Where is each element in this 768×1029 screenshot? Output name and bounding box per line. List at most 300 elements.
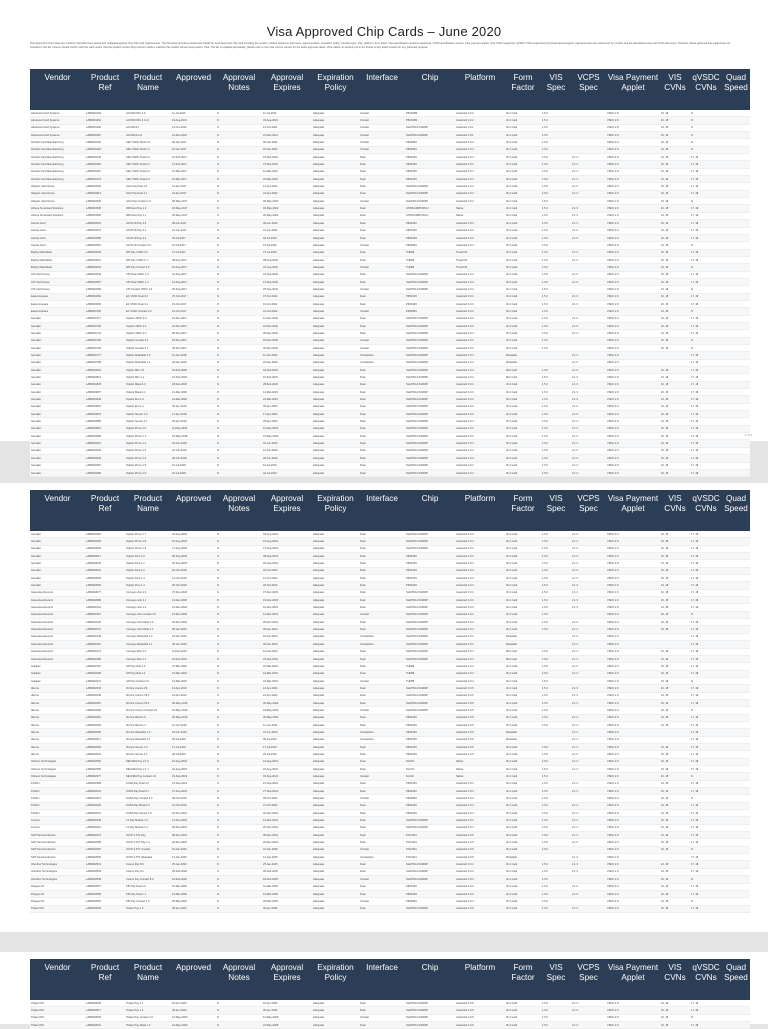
table-cell: 2.1.3 (571, 692, 606, 699)
table-cell: JavaCard 3.0.5 (455, 692, 505, 699)
table-cell (722, 1007, 750, 1014)
table-cell: 2.1.3 (571, 315, 606, 322)
table-cell: N (216, 802, 262, 809)
table-cell: P60D081 (405, 139, 455, 146)
table-cell: 10, 18 (660, 883, 690, 890)
table-cell: Gemalto (30, 381, 85, 388)
table-cell: N (216, 220, 262, 227)
table-cell (722, 670, 750, 677)
table-cell: LAB0001921 (85, 440, 125, 447)
table-cell: 20-Aug-2022 (262, 264, 312, 271)
table-cell: 1.5.0 (541, 553, 571, 560)
table-cell: 10, 18 (660, 447, 690, 454)
table-cell: JavaCard 3.0.4 (455, 154, 505, 161)
table-cell (722, 854, 750, 861)
table-cell: 1.5.0 (541, 418, 571, 425)
table-cell: Linxens (30, 824, 85, 831)
table-cell: 17, 18 (690, 758, 722, 765)
table-cell: Advanced Card Systems (30, 117, 85, 124)
table-row (30, 212, 750, 219)
table-cell: ID-1 Card (505, 626, 541, 633)
table-cell: Optelio Contact 2.1 (125, 345, 171, 352)
table-cell: 17, 18 (690, 367, 722, 374)
table-cell: VSDC 2.9 (606, 766, 660, 773)
table-cell: N (216, 367, 262, 374)
table-cell (722, 699, 750, 706)
table-cell: 1.5.0 (541, 685, 571, 692)
column-header: Product Ref (85, 959, 125, 1000)
table-cell: JCOP 4 P71 Pay (125, 832, 171, 839)
table-row (30, 766, 750, 773)
table-cell: LAB0002077 (85, 589, 125, 596)
column-header: Product Name (125, 959, 171, 1000)
table-cell: LAB0002041 (85, 567, 125, 574)
table-cell: 10, 18 (660, 1022, 690, 1029)
table-row (30, 677, 750, 684)
table-cell: VSDC 2.9 (606, 242, 660, 249)
table-cell: Optelio Mini 1.0 (125, 367, 171, 374)
table-cell: 10, 18 (660, 110, 690, 117)
table-cell: Adequate (312, 403, 359, 410)
table-cell: N (690, 242, 722, 249)
table-cell: LAB0002065 (85, 582, 125, 589)
table-cell: 06-Apr-2025 (262, 905, 312, 912)
table-cell: 18-May-2024 (262, 707, 312, 714)
table-cell: Idemia (30, 707, 85, 714)
table-cell: ID-One Cosmo V9 (125, 685, 171, 692)
table-cell: ID-1 Card (505, 447, 541, 454)
table-cell: 2.1.3 (571, 751, 606, 758)
table-cell: VSDC 2.9 (606, 359, 660, 366)
table-cell: 29-Jul-2019 (171, 751, 216, 758)
table-cell: Dual (359, 663, 405, 670)
table-cell: 02-Nov-2024 (262, 810, 312, 817)
table-cell: 17, 18 (690, 626, 722, 633)
table-cell: 15-Feb-2017 (171, 154, 216, 161)
table-cell: 18-May-2017 (171, 205, 216, 212)
table-cell: 10, 18 (660, 308, 690, 315)
table-cell: LAB0001765 (85, 345, 125, 352)
table-cell: Dual (359, 455, 405, 462)
table-row (30, 582, 750, 589)
table-cell: Gemalto (30, 469, 85, 476)
table-cell: Contactless (359, 633, 405, 640)
table-cell: 20-Sep-2023 (262, 560, 312, 567)
table-cell: N (216, 582, 262, 589)
table-cell: ID-1 Card (505, 117, 541, 124)
table-cell: 17, 18 (690, 751, 722, 758)
table-cell: 1.5.0 (541, 227, 571, 234)
table-cell: Aeroflot Card Manufacturing (30, 139, 85, 146)
column-header: VIS CVNs (660, 959, 690, 1000)
table-cell: ID-1 Card (505, 545, 541, 552)
table-cell: 10, 18 (660, 300, 690, 307)
table-cell: 06-May-2019 (171, 699, 216, 706)
table-cell: 10, 18 (660, 597, 690, 604)
table-cell: Adequate (312, 641, 359, 648)
table-cell: JavaCard 3.0.4 (455, 220, 505, 227)
table-cell: Adequate (312, 337, 359, 344)
table-cell: Adequate (312, 626, 359, 633)
table-cell: 1.5.0 (541, 611, 571, 618)
table-cell: ACOS ID Pay 3.2 (125, 234, 171, 241)
table-cell: 2.1.3 (571, 648, 606, 655)
table-cell: 27-Sep-2024 (262, 788, 312, 795)
table-cell: JavaCard 3.0.4 (455, 553, 505, 560)
table-cell: 1.5.0 (541, 589, 571, 596)
table-cell: 10, 18 (660, 780, 690, 787)
table-cell: Giesecke+Devrient (30, 619, 85, 626)
table-cell: N (690, 876, 722, 883)
table-cell: Adequate (312, 619, 359, 626)
table-cell: 12-Nov-2017 (171, 315, 216, 322)
table-cell (722, 766, 750, 773)
table-cell: 10, 18 (660, 117, 690, 124)
table-cell: VSDC 2.9 (606, 854, 660, 861)
table-cell: ID-1 Card (505, 692, 541, 699)
table-cell: Dual (359, 271, 405, 278)
table-cell: 18-Jan-2024 (262, 633, 312, 640)
table-cell: SLE78CLFX4000P (405, 824, 455, 831)
table-cell: Optelio Prime 1.4 (125, 455, 171, 462)
table-cell: Dual (359, 538, 405, 545)
table-cell: ID-One Sensor 1.0 (125, 743, 171, 750)
table-cell: 30-May-2024 (262, 714, 312, 721)
table-cell: 31-Mar-2019 (171, 677, 216, 684)
column-header: Form Factor (505, 69, 541, 110)
column-header: Expiration Policy (312, 959, 359, 1000)
table-cell: Optelio Wearable 1.1 (125, 359, 171, 366)
table-cell: 10, 18 (660, 433, 690, 440)
table-cell (660, 641, 690, 648)
table-cell: Linxens (30, 817, 85, 824)
table-cell: N (690, 677, 722, 684)
table-cell: 04-Feb-2023 (262, 367, 312, 374)
table-cell: 2.1.3 (571, 743, 606, 750)
column-header: Quad Speed (722, 490, 750, 531)
column-header: Expiration Policy (312, 490, 359, 531)
table-cell: Paragon ID (30, 883, 85, 890)
table-row (30, 648, 750, 655)
table-cell: N (216, 736, 262, 743)
table-cell: ACOS6 DSC 2.0 v2 (125, 117, 171, 124)
column-header: qVSDC CVNs (690, 490, 722, 531)
table-cell: JavaCard 3.0.1 (455, 124, 505, 131)
table-cell: JavaCard 3.0.1 (455, 132, 505, 139)
table-cell: SLE78CLFX4000P (405, 531, 455, 538)
table-cell: JavaCard 3.0.5 (455, 1022, 505, 1029)
table-cell (722, 648, 750, 655)
table-cell: 1.5.0 (541, 271, 571, 278)
table-cell: 15-Aug-2018 (171, 538, 216, 545)
table-cell (722, 597, 750, 604)
table-cell: 12-Nov-2022 (262, 315, 312, 322)
approved-cards-table (30, 959, 750, 1029)
table-cell (722, 890, 750, 897)
table-cell: 14-Oct-2016 (171, 124, 216, 131)
table-row (30, 810, 750, 817)
table-cell: Adequate (312, 205, 359, 212)
column-header: Approval Notes (216, 69, 262, 110)
table-cell: 28-Feb-2018 (171, 381, 216, 388)
table-cell: Adequate (312, 670, 359, 677)
table-cell: IDProtect Pay 1.1 (125, 212, 171, 219)
table-cell (722, 802, 750, 809)
table-cell: ACOS6 DSC 2.0 (125, 110, 171, 117)
table-cell: ID-1 Card (505, 425, 541, 432)
table-cell: N (216, 641, 262, 648)
table-cell: 10-Jul-2018 (171, 462, 216, 469)
table-cell: 2.1.3 (571, 802, 606, 809)
table-cell (571, 139, 606, 146)
table-cell: LAB0002005 (85, 545, 125, 552)
table-cell: 14-Nov-2024 (262, 817, 312, 824)
table-cell: 2.1.3 (571, 359, 606, 366)
table-row (30, 198, 750, 205)
column-header: Visa Payment Applet (606, 959, 660, 1000)
table-cell: SLC32 (405, 766, 455, 773)
table-cell: 17, 18 (690, 1022, 722, 1029)
table-cell: ID-1 Card (505, 190, 541, 197)
table-cell: N (216, 1014, 262, 1021)
table-cell: Contactless (359, 359, 405, 366)
table-cell: Optelio Pure 1.4 (125, 582, 171, 589)
table-cell: VSDC 2.9 (606, 597, 660, 604)
table-cell: ID-One Cosmo V9.1 (125, 692, 171, 699)
table-cell: Infineon Technologies (30, 766, 85, 773)
table-cell: ID-1 Card (505, 234, 541, 241)
table-cell: 24-Apr-2017 (171, 190, 216, 197)
table-cell: 10, 18 (660, 154, 690, 161)
table-cell: 2.1.3 (571, 560, 606, 567)
table-cell (722, 205, 750, 212)
table-cell: 10, 18 (660, 139, 690, 146)
table-row (30, 1014, 750, 1021)
table-cell: 17, 18 (690, 766, 722, 773)
table-cell: VSDC 2.8 (606, 110, 660, 117)
table-cell: 17, 18 (690, 861, 722, 868)
table-cell: JavaCard 3.0.4 (455, 352, 505, 359)
table-cell: P60D145 (405, 883, 455, 890)
table-cell: 06-Feb-2020 (171, 868, 216, 875)
table-cell: 1.5.0 (541, 861, 571, 868)
table-cell: JavaCard 3.0.4 (455, 330, 505, 337)
table-cell: N (690, 345, 722, 352)
table-cell: 06-Dec-2017 (171, 330, 216, 337)
table-cell: 10, 18 (660, 824, 690, 831)
table-cell: Contact (359, 795, 405, 802)
table-cell: Dual (359, 817, 405, 824)
table-cell: Contact (359, 308, 405, 315)
table-cell: Idemia (30, 736, 85, 743)
table-cell: VSDC 2.9 (606, 168, 660, 175)
table-cell: Adequate (312, 227, 359, 234)
table-cell: P60D081 (405, 242, 455, 249)
table-cell: 28-Jun-2023 (262, 455, 312, 462)
table-cell: JavaCard 3.0.5 (455, 714, 505, 721)
table-cell: Allegion Card Group (30, 198, 85, 205)
table-cell (722, 839, 750, 846)
table-cell: Contact (359, 132, 405, 139)
table-cell (722, 582, 750, 589)
table-cell: JavaCard 3.0.4 (455, 425, 505, 432)
table-cell: 17, 18 (690, 256, 722, 263)
table-cell: EC VSDC Dual 3.1 (125, 300, 171, 307)
table-cell: Dual (359, 381, 405, 388)
table-cell: CPI Dual VSDC 1.0 (125, 271, 171, 278)
table-cell: N (216, 795, 262, 802)
table-cell: 20-Sep-2018 (171, 560, 216, 567)
table-cell: N (216, 212, 262, 219)
table-cell: PID Pay Contact 1.0 (125, 898, 171, 905)
document-title: Visa Approved Chip Cards – June 2020 (266, 24, 502, 39)
table-cell: N (216, 677, 262, 684)
table-cell: Dual (359, 469, 405, 476)
table-cell: Wearable (505, 641, 541, 648)
table-cell: 06-Jan-2019 (171, 626, 216, 633)
table-cell: Gemalto (30, 359, 85, 366)
column-header: VIS Spec (541, 959, 571, 1000)
table-cell: Adequate (312, 736, 359, 743)
table-row (30, 721, 750, 728)
table-row (30, 641, 750, 648)
table-cell (722, 117, 750, 124)
table-cell: LAB0002125 (85, 619, 125, 626)
table-cell: 2.1.3 (571, 300, 606, 307)
table-cell: Wearable (505, 633, 541, 640)
table-cell: 03-Aug-2021 (262, 117, 312, 124)
table-cell: 30-May-2017 (171, 212, 216, 219)
table-cell: 10, 18 (660, 802, 690, 809)
table-cell: 14-Oct-2023 (262, 575, 312, 582)
table-cell: Convego Join Contact 4.0 (125, 611, 171, 618)
table-cell: N (216, 604, 262, 611)
table-cell: Optelio Metal 1.0 (125, 381, 171, 388)
table-cell: 2.1.3 (571, 832, 606, 839)
table-cell: Dual (359, 447, 405, 454)
table-cell: Dual (359, 802, 405, 809)
table-cell (722, 220, 750, 227)
table-cell: 10, 18 (660, 440, 690, 447)
table-cell: N (216, 714, 262, 721)
table-cell: AT90SC28872RCU (405, 205, 455, 212)
table-cell: 2.1.3 (571, 389, 606, 396)
table-cell: 1.5.0 (541, 1014, 571, 1021)
column-header: Chip (405, 69, 455, 110)
table-cell: 17, 18 (690, 890, 722, 897)
table-cell: Dual (359, 462, 405, 469)
table-cell: Dual (359, 575, 405, 582)
table-cell: JavaCard 3.0.4 (455, 560, 505, 567)
table-cell: SLE78CLFX4000P (405, 469, 455, 476)
table-cell: Dual (359, 743, 405, 750)
table-cell: Thales Pay 1.1 (125, 1000, 171, 1007)
table-cell (722, 389, 750, 396)
table-cell: LAB0002113 (85, 611, 125, 618)
table-cell: Dual (359, 685, 405, 692)
table-cell: SLE78CLFX4000P (405, 868, 455, 875)
table-cell: JavaCard 3.0.4 (455, 389, 505, 396)
table-cell: 10, 18 (660, 655, 690, 662)
table-cell (722, 743, 750, 750)
table-cell: 17, 18 (690, 183, 722, 190)
table-cell: 1.5.0 (541, 183, 571, 190)
table-cell: N (216, 330, 262, 337)
table-cell: 24-Mar-2023 (262, 396, 312, 403)
table-cell: Optelio Pure 1.3 (125, 575, 171, 582)
table-cell: Adequate (312, 330, 359, 337)
table-cell: VSDC 2.9 (606, 345, 660, 352)
table-cell: Contactless (359, 854, 405, 861)
table-cell: Adequate (312, 469, 359, 476)
column-header: VIS Spec (541, 69, 571, 110)
table-cell: ID-1 Card (505, 758, 541, 765)
table-row (30, 469, 750, 476)
table-cell: Contact (359, 846, 405, 853)
table-row (30, 890, 750, 897)
table-cell: ID-1 Card (505, 154, 541, 161)
table-cell: Adequate (312, 817, 359, 824)
table-cell (722, 146, 750, 153)
table-cell: Dual (359, 560, 405, 567)
table-cell: 21-Oct-2024 (262, 802, 312, 809)
table-cell: 07-Nov-2018 (171, 589, 216, 596)
column-header: Platform (455, 69, 505, 110)
table-cell: SLE78CLFX4000P (405, 692, 455, 699)
table-cell (722, 538, 750, 545)
table-cell: VSDC 2.9 (606, 367, 660, 374)
table-cell: VSDC 2.9 (606, 433, 660, 440)
table-cell: Idemia (30, 751, 85, 758)
table-cell (722, 352, 750, 359)
table-cell: 06-Feb-2025 (262, 868, 312, 875)
table-cell: THD89 (405, 670, 455, 677)
table-cell: Adequate (312, 648, 359, 655)
table-cell: 2.1.3 (571, 758, 606, 765)
table-cell: Giesecke+Devrient (30, 626, 85, 633)
table-cell (722, 359, 750, 366)
table-cell: 17, 18 (690, 433, 722, 440)
table-cell: N (216, 567, 262, 574)
table-cell: 2.1.3 (571, 322, 606, 329)
table-cell: 17, 18 (690, 560, 722, 567)
column-header: Approval Expires (262, 959, 312, 1000)
table-cell (722, 868, 750, 875)
table-cell (722, 729, 750, 736)
table-cell: Adequate (312, 758, 359, 765)
table-cell (722, 611, 750, 618)
table-cell: LAB0002569 (85, 890, 125, 897)
table-cell: N (216, 824, 262, 831)
table-cell (571, 707, 606, 714)
table-cell: Optelio Prime 1.0 (125, 425, 171, 432)
table-cell: VSDC 2.9 (606, 381, 660, 388)
table-cell (722, 411, 750, 418)
table-cell: SLE78CLFX4000P (405, 699, 455, 706)
table-cell: Native (455, 205, 505, 212)
table-cell: 10, 18 (660, 1014, 690, 1021)
table-cell: SLE78CLFX4000P (405, 183, 455, 190)
table-cell: 2.1.3 (571, 839, 606, 846)
table-cell: Dual (359, 626, 405, 633)
table-cell: PID Pay Dual 1.0 (125, 883, 171, 890)
table-cell: NXP Semiconductors (30, 832, 85, 839)
table-cell: 10, 18 (660, 469, 690, 476)
table-cell: Dual (359, 256, 405, 263)
table-cell: 21-Jun-2017 (171, 227, 216, 234)
table-cell: Contact (359, 773, 405, 780)
table-cell (722, 795, 750, 802)
